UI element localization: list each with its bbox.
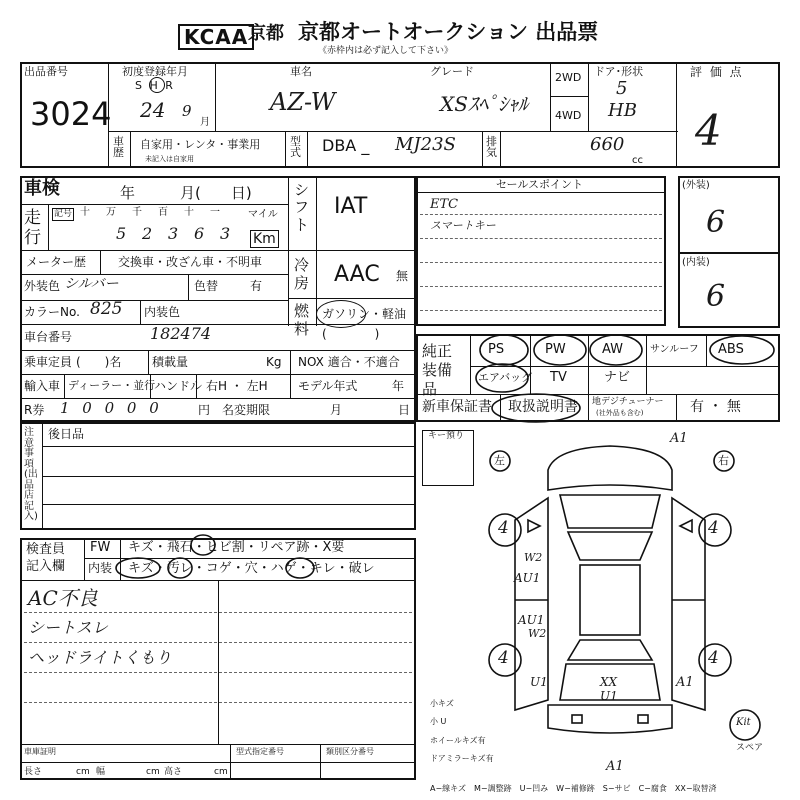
color-no-label: カラーNo. xyxy=(24,305,80,319)
grade: XSｽﾍﾟｼｬﾙ xyxy=(440,92,528,116)
equipment-item-0: PS xyxy=(488,342,505,357)
damage-mark-u1: U1 xyxy=(530,675,548,689)
model-prefix: DBA _ xyxy=(322,136,370,155)
drive-4wd: 4WD xyxy=(555,109,582,122)
damage-mark-u1b: U1 xyxy=(600,689,618,703)
legend-small-scratch: 小キズ xyxy=(430,699,454,708)
capacity-label: 乗車定員 xyxy=(24,355,73,369)
meter-label: メーター歴 xyxy=(26,255,87,269)
shift-label: シフト xyxy=(294,181,310,234)
length-label: 長さ xyxy=(24,767,43,777)
doors: 5 xyxy=(616,78,628,99)
header-note: 《赤枠内は必ず記入して下さい》 xyxy=(318,46,454,56)
color-change-label: 色替 xyxy=(194,279,219,293)
fw-items: キズ・飛石・ヒビ割・リペア跡・X要 xyxy=(128,540,345,555)
recycle-amount: 1 0 0 0 0 xyxy=(60,399,163,417)
color-change: 有 xyxy=(250,279,263,293)
sales-point-2: スマートキー xyxy=(430,219,496,232)
equipment-item-4: ABS xyxy=(718,342,744,357)
int-score: 6 xyxy=(706,279,726,314)
import-options: ディーラー・並行 xyxy=(68,379,156,392)
tire-mark-rr: 4 xyxy=(708,648,719,668)
mileage-unit-1: 万 xyxy=(106,207,116,218)
rear-seat-label: 後日品 xyxy=(48,427,85,441)
type-no-label: 型式指定番号 xyxy=(236,747,284,756)
damage-mark-au1a: AU1 xyxy=(514,571,541,585)
mileage-unit-0: 十 xyxy=(80,207,90,218)
reg-month: 9 xyxy=(182,102,192,120)
spare-label: スペア xyxy=(736,743,764,753)
displacement-label: 排気 xyxy=(486,135,497,159)
equipment-item-6: TV xyxy=(550,370,567,385)
class-no-label: 類別区分番号 xyxy=(326,747,374,756)
int-label: (内装) xyxy=(682,257,710,268)
comment-3: ヘッドライトくもり xyxy=(28,648,172,667)
capacity-value: ( )名 xyxy=(76,355,122,369)
sales-point-1: ETC xyxy=(430,197,459,212)
spare-mark: Kit xyxy=(736,717,751,728)
exterior-color: シルバー xyxy=(64,276,119,292)
color-no: 825 xyxy=(90,299,123,319)
import-label: 輸入車 xyxy=(24,379,61,393)
name-change-month: 月 xyxy=(330,403,343,417)
fw-label: FW xyxy=(90,540,111,555)
width-label: 幅 xyxy=(96,767,106,777)
carname: AZ-W xyxy=(270,88,336,116)
shaken-label: 車検 xyxy=(24,178,60,199)
mileage-digit-2: 3 xyxy=(168,224,179,243)
handle-options: 右H ・ 左H xyxy=(206,379,268,393)
legend-small-u: 小 U xyxy=(430,717,447,726)
history-options: 自家用・レンタ・事業用 xyxy=(140,138,261,151)
damage-mark-rear: A1 xyxy=(606,759,624,774)
reg-label: 初度登録年月 xyxy=(122,65,188,78)
digi-label: 地デジチューナー xyxy=(592,397,664,407)
mileage-digit-0: 5 xyxy=(116,224,127,243)
model-code: MJ23S xyxy=(395,134,456,155)
recycle-label: R券 xyxy=(24,403,45,417)
recycle-unit: 円 xyxy=(198,403,211,417)
notes-label: 注意事項(出品店記入) xyxy=(24,427,38,522)
name-change-day: 日 xyxy=(398,403,411,417)
equipment-item-5: エアバッグ xyxy=(478,371,533,384)
width-unit: cm xyxy=(146,767,160,777)
model-year-label: モデル年式 xyxy=(298,379,358,393)
mileage-digit-3: 6 xyxy=(194,224,205,243)
name-change-label: 名変期限 xyxy=(222,403,271,417)
interior-color-label: 内装色 xyxy=(144,305,181,319)
mileage-unit-5: 一 xyxy=(210,207,220,218)
equipment-item-3: サンルーフ xyxy=(650,344,699,355)
garage-label: 車庫証明 xyxy=(24,747,56,756)
damage-mark-w2a: W2 xyxy=(524,551,543,564)
sales-label: セールスポイント xyxy=(496,178,584,191)
cc-unit: cc xyxy=(632,155,643,166)
drive-2wd: 2WD xyxy=(555,71,582,84)
mileage-km: Km xyxy=(250,230,279,248)
damage-mark-front: A1 xyxy=(670,431,688,446)
left-label: 左 xyxy=(494,454,505,467)
logo-kanji: 京都 xyxy=(248,23,284,44)
mileage-digit-4: 3 xyxy=(220,224,231,243)
equipment-item-7: ナビ xyxy=(604,370,631,385)
month-unit: 月 xyxy=(200,117,210,128)
chassis-label: 車台番号 xyxy=(24,330,73,344)
nox: NOX 適合・不適合 xyxy=(298,355,400,369)
carname-label: 車名 xyxy=(290,65,312,78)
height-label: 高さ xyxy=(164,767,183,777)
equipment-item-2: AW xyxy=(602,342,624,357)
comment-2: シートスレ xyxy=(28,618,108,637)
tire-mark-fl: 4 xyxy=(498,518,509,538)
history-label: 車歴 xyxy=(113,135,124,159)
inspector-label: 検査員記入欄 xyxy=(26,542,66,574)
mileage-unit-3: 百 xyxy=(158,207,168,218)
damage-mark-a1r: A1 xyxy=(676,675,694,690)
lot-number: 3024 xyxy=(30,95,112,133)
fuel-label: 燃料 xyxy=(294,302,310,338)
displacement: 660 xyxy=(590,134,625,155)
load-unit: Kg xyxy=(266,355,282,369)
ac-value: AAC xyxy=(334,262,380,287)
damage-mark-xx: XX xyxy=(600,675,618,689)
mileage-mark: 記号 xyxy=(54,209,73,219)
ext-score: 6 xyxy=(706,205,726,240)
comment-1: AC不良 xyxy=(28,586,98,610)
model-label: 型式 xyxy=(290,135,301,159)
shaken-date: 年 月( 日) xyxy=(120,184,252,202)
exterior-color-label: 外装色 xyxy=(24,279,61,293)
page-title: 京都オートオークション 出品票 xyxy=(298,20,599,44)
era-options: S H R xyxy=(135,79,175,92)
damage-mark-w2b: W2 xyxy=(528,627,547,640)
digi-note: (社外品も含む) xyxy=(596,409,644,417)
shift-value: IAT xyxy=(334,194,368,219)
digi-options: 有 ・ 無 xyxy=(690,399,741,415)
door-label: ドア･形状 xyxy=(594,65,644,78)
mileage-unit-4: 十 xyxy=(184,207,194,218)
manual-label: 取扱説明書 xyxy=(508,399,578,415)
legend-wheel: ホイールキズ有 xyxy=(430,736,486,745)
logo: KCAA xyxy=(178,24,254,50)
length-unit: cm xyxy=(76,767,90,777)
mileage-unit-2: 千 xyxy=(132,207,142,218)
warranty-label: 新車保証書 xyxy=(422,399,492,415)
interior-items: キズ・汚レ・コゲ・穴・ハゲ・キレ・破レ xyxy=(128,561,375,576)
grade-label: グレード xyxy=(430,65,474,78)
damage-mark-au1b: AU1 xyxy=(518,613,545,627)
damage-legend: A−線キズ M−調整跡 U−凹み W−補修跡 S−サビ C−腐食 XX−取替済 xyxy=(430,784,717,793)
mileage-digit-1: 2 xyxy=(142,224,153,243)
tire-mark-fr: 4 xyxy=(708,518,719,538)
meter-options: 交換車・改ざん車・不明車 xyxy=(118,255,263,269)
score-label: 評 価 点 xyxy=(690,65,744,79)
lot-label: 出品番号 xyxy=(24,65,68,78)
ext-label: (外装) xyxy=(682,180,710,191)
equip-label: 純正装備品 xyxy=(422,342,453,398)
reg-year: 24 xyxy=(140,98,166,122)
ac-label: 冷房 xyxy=(294,256,310,292)
model-year-unit: 年 xyxy=(392,379,405,393)
fuel-options: ガソリン・軽油 xyxy=(322,307,407,321)
handle-label: ハンドル xyxy=(154,379,203,393)
key-label: キー預り xyxy=(428,431,465,441)
interior-label: 内装 xyxy=(88,561,113,575)
right-label: 右 xyxy=(718,454,729,467)
equipment-item-1: PW xyxy=(545,342,566,357)
load-label: 積載量 xyxy=(152,355,189,369)
mileage-label: 走行 xyxy=(24,208,41,249)
fuel-paren: ( ) xyxy=(322,327,380,341)
overall-score: 4 xyxy=(695,106,722,155)
tire-mark-rl: 4 xyxy=(498,648,509,668)
height-unit: cm xyxy=(214,767,228,777)
history-note: 未記入は自家用 xyxy=(145,155,194,163)
ac-none: 無 xyxy=(396,269,409,283)
mileage-mile: マイル xyxy=(248,209,278,220)
body-type: HB xyxy=(608,100,637,121)
chassis-no: 182474 xyxy=(150,324,212,343)
legend-door: ドアミラーキズ有 xyxy=(430,754,494,763)
